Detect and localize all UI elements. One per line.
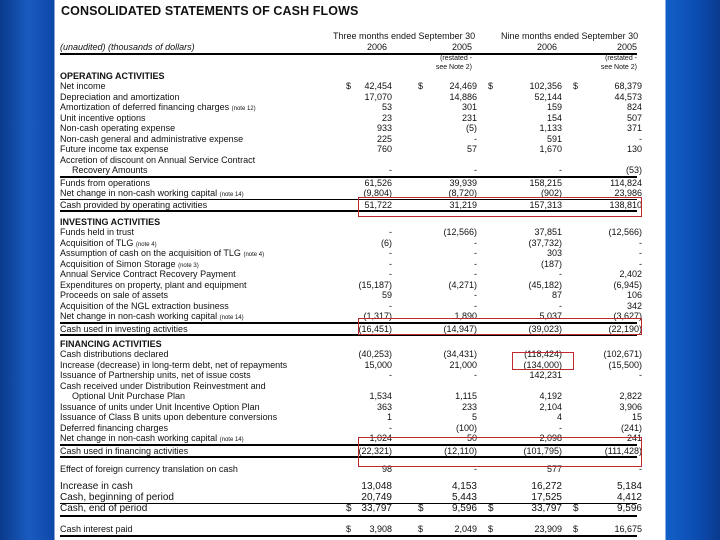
row-label xyxy=(60,92,180,103)
row-value-col-1: - xyxy=(389,248,392,258)
row-value-col-4: - xyxy=(639,258,642,269)
row-value-col-2: - xyxy=(474,165,477,175)
row-label xyxy=(60,412,277,423)
row-value-col-2: (12,566) xyxy=(443,227,477,237)
row-label-text: Issuance of units under Unit Incentive Option Plan xyxy=(60,401,260,412)
restated-note-col-4b: see Note 2) xyxy=(600,64,637,71)
row-value-col-3: 154 xyxy=(546,112,562,123)
row-value-col-4: 342 xyxy=(626,300,642,311)
row-value-col-2: (5) xyxy=(466,123,477,133)
row-value-col-1: 17,070 xyxy=(364,91,392,102)
row-label-text: Net income xyxy=(60,81,106,91)
row-value-col-2: 50 xyxy=(466,433,477,443)
row-value-col-1: (16,451) xyxy=(358,323,392,334)
row-note: (note 3) xyxy=(178,262,199,269)
row-value-col-4: 106 xyxy=(626,290,642,300)
row-label xyxy=(60,144,169,155)
row-label-text: Future income tax expense xyxy=(60,144,169,154)
row-value-col-4: - xyxy=(639,133,642,144)
row-label xyxy=(60,504,147,515)
row-label-text: Cash, end of period xyxy=(60,503,148,514)
table-row xyxy=(60,91,642,103)
row-value-col-1: 23 xyxy=(381,112,392,123)
row-value-col-4: (102,671) xyxy=(603,349,642,359)
row-label xyxy=(60,178,150,189)
row-note: (note 14) xyxy=(219,437,244,443)
row-value-col-2: (12,110) xyxy=(444,445,477,456)
highlight-box-debt-repayment xyxy=(512,352,574,370)
row-label-text: Acquisition of the NGL extraction business xyxy=(60,300,229,311)
row-value-col-2: (14,947) xyxy=(443,323,477,334)
row-value-col-4: 371 xyxy=(626,123,642,133)
row-label-text: Depreciation and amortization xyxy=(60,91,180,102)
row-label xyxy=(60,227,134,238)
row-value-col-1: - xyxy=(389,258,392,269)
row-value-col-3: 4,192 xyxy=(539,391,562,401)
row-label-text: Amortization of deferred financing charges xyxy=(60,102,230,112)
row-value-col-1: 53 xyxy=(381,102,392,112)
row-value-col-1: 1,024 xyxy=(369,433,392,443)
row-label-text: Net change in non-cash working capital xyxy=(60,311,218,321)
row-value-col-2: - xyxy=(474,300,477,311)
row-value-col-1: 3,908 xyxy=(369,524,392,534)
header-rule xyxy=(60,53,637,55)
table-row xyxy=(60,503,642,517)
row-note: (note 14) xyxy=(219,192,244,198)
row-label xyxy=(60,155,255,166)
row-label-text: Expenditures on property, plant and equipment xyxy=(60,279,247,290)
row-value-col-1: 33,797 xyxy=(361,503,392,514)
row-value-col-2: (8,720) xyxy=(448,188,477,198)
row-value-col-3: (134,000) xyxy=(523,359,562,370)
restated-note-col-4a: (restated - xyxy=(605,55,637,62)
row-value-col-2: 2,049 xyxy=(454,524,477,534)
row-value-col-2: (100) xyxy=(455,422,477,433)
row-label xyxy=(60,360,287,371)
row-value-col-1: 13,048 xyxy=(361,481,392,492)
highlight-box-financing-total xyxy=(358,437,642,467)
row-label-text: Unit incentive options xyxy=(60,112,146,123)
row-value-col-2: 14,886 xyxy=(449,91,477,102)
row-label xyxy=(72,165,148,176)
row-value-col-4: 824 xyxy=(626,102,642,112)
row-value-col-2: (4,271) xyxy=(448,279,477,290)
row-label xyxy=(60,402,260,413)
row-label-text: Funds held in trust xyxy=(60,227,135,237)
row-value-col-2: - xyxy=(474,237,477,248)
row-value-col-2: - xyxy=(474,464,477,474)
row-label-text: Acquisition of Simon Storage xyxy=(60,258,176,269)
row-value-col-2: 31,219 xyxy=(449,199,477,210)
row-value-col-3: 33,797 xyxy=(531,503,562,514)
row-value-col-4: 16,675 xyxy=(614,524,642,534)
row-value-col-2: 5 xyxy=(471,412,477,422)
row-value-col-4: 4,412 xyxy=(616,491,642,503)
table-row xyxy=(60,258,642,270)
row-value-col-1: 760 xyxy=(376,144,392,154)
row-label-text: Funds from operations xyxy=(60,177,151,188)
row-value-col-4: 2,822 xyxy=(619,391,642,401)
row-label xyxy=(60,446,188,457)
row-label xyxy=(60,290,168,301)
row-value-col-3: 87 xyxy=(551,290,562,300)
row-label-text: Cash provided by operating activities xyxy=(60,199,208,210)
row-label-text: Cash distributions declared xyxy=(60,349,169,359)
row-value-col-3: 16,272 xyxy=(531,481,562,492)
row-value-col-4: (241) xyxy=(620,422,642,433)
row-value-col-3: 303 xyxy=(546,248,562,258)
row-label xyxy=(60,381,266,392)
investing-heading: INVESTING ACTIVITIES xyxy=(60,217,161,227)
row-value-col-2: 9,596 xyxy=(451,503,477,514)
row-value-col-3: - xyxy=(559,422,562,433)
row-label xyxy=(60,113,146,124)
year-col-2: 2005 xyxy=(451,42,472,52)
table-row xyxy=(60,102,642,113)
table-row xyxy=(60,133,642,145)
dollar-sign: $ xyxy=(573,503,579,514)
nine-months-header: Nine months ended September 30 xyxy=(501,31,639,41)
row-value-col-3: (902) xyxy=(540,188,562,198)
row-value-col-1: 42,454 xyxy=(364,81,392,91)
row-value-col-2: 233 xyxy=(461,401,477,412)
row-label-text: Issuance of Partnership units, net of issue costs xyxy=(60,370,251,380)
row-value-col-3: 52,144 xyxy=(534,91,562,102)
row-value-col-1: (40,253) xyxy=(358,349,392,359)
dollar-sign: $ xyxy=(418,81,424,91)
row-label-text: Cash, beginning of period xyxy=(60,491,174,503)
row-value-col-2: 21,000 xyxy=(449,359,477,370)
row-value-col-4: 2,402 xyxy=(619,269,642,279)
row-label xyxy=(60,370,251,381)
row-label xyxy=(60,524,133,535)
row-value-col-1: 1,534 xyxy=(369,391,392,401)
row-label xyxy=(60,81,106,92)
year-col-3: 2006 xyxy=(536,42,557,52)
row-label xyxy=(60,464,238,475)
row-label-text: Assumption of cash on the acquisition of TLG xyxy=(60,248,241,258)
dollar-sign: $ xyxy=(346,524,352,534)
row-label xyxy=(60,324,188,335)
row-value-col-2: 57 xyxy=(466,144,477,154)
row-value-col-4: 68,379 xyxy=(614,81,642,91)
row-label xyxy=(60,123,175,134)
row-label-text: Net change in non-cash working capital xyxy=(60,188,218,198)
cash-summary-section xyxy=(60,481,642,517)
row-value-col-1: (15,187) xyxy=(358,279,392,290)
row-value-col-1: (1,317) xyxy=(363,311,392,321)
cash-summary-rows xyxy=(60,481,642,517)
row-label xyxy=(72,391,185,402)
row-label-text: Increase in cash xyxy=(60,481,133,492)
row-label xyxy=(60,269,236,280)
table-row xyxy=(60,155,637,166)
table-row xyxy=(60,370,642,381)
row-value-col-1: (6) xyxy=(381,237,392,248)
row-value-col-3: 158,215 xyxy=(529,177,562,188)
row-value-col-1: 20,749 xyxy=(361,491,392,503)
row-label xyxy=(60,200,207,211)
year-col-1: 2006 xyxy=(366,42,387,52)
row-label-text: Effect of foreign currency translation on cash xyxy=(60,464,238,474)
row-value-col-1: (22,321) xyxy=(358,445,392,456)
units-note: (unaudited) (thousands of dollars) xyxy=(60,42,195,52)
year-col-4: 2005 xyxy=(616,42,637,52)
row-value-col-3: 159 xyxy=(546,102,562,112)
table-row xyxy=(60,237,642,249)
row-label-text: Cash interest paid xyxy=(60,524,133,534)
row-label-text: Issuance of Class B units upon debenture conversions xyxy=(60,412,278,422)
highlight-box-investing-total xyxy=(358,318,642,335)
row-value-col-2: 1,890 xyxy=(454,311,477,321)
row-value-col-3: 102,356 xyxy=(529,81,562,91)
row-note: (note 14) xyxy=(219,315,244,321)
row-label-text: Recovery Amounts xyxy=(72,165,148,175)
row-value-col-1: 51,722 xyxy=(364,199,392,210)
row-value-col-2: 231 xyxy=(461,112,477,123)
row-value-col-3: (39,023) xyxy=(528,323,562,334)
row-value-col-1: 15,000 xyxy=(364,359,392,370)
row-label-text: Net change in non-cash working capital xyxy=(60,433,218,443)
row-value-col-1: 59 xyxy=(381,290,392,300)
table-row xyxy=(60,248,642,259)
row-value-col-4: - xyxy=(639,464,642,474)
row-note: (note 4) xyxy=(135,241,157,248)
operating-activities-section xyxy=(60,71,642,212)
row-value-col-1: 225 xyxy=(376,133,392,144)
row-value-col-3: 2,098 xyxy=(539,433,562,443)
row-value-col-3: 17,525 xyxy=(531,491,562,503)
row-label xyxy=(60,423,168,434)
row-value-col-4: 3,906 xyxy=(619,401,642,412)
row-value-col-3: 577 xyxy=(546,464,562,474)
row-label-text: Optional Unit Purchase Plan xyxy=(72,391,186,401)
row-value-col-4: 9,596 xyxy=(616,503,642,514)
row-value-col-2: 39,939 xyxy=(449,177,477,188)
row-value-col-2: - xyxy=(474,370,477,380)
row-label-text: Proceeds on sale of assets xyxy=(60,290,169,300)
row-label-text: Deferred financing charges xyxy=(60,422,169,433)
row-label-text: Non-cash general and administrative expense xyxy=(60,133,244,144)
table-row xyxy=(60,269,642,280)
row-value-col-4: (3,627) xyxy=(613,311,642,321)
table-row xyxy=(60,422,642,434)
row-value-col-4: - xyxy=(639,248,642,258)
statement-title: CONSOLIDATED STATEMENTS OF CASH FLOWS xyxy=(61,4,359,18)
row-note: (note 12) xyxy=(231,106,256,112)
row-label-text: Cash received under Distribution Reinvestment and xyxy=(60,380,266,391)
row-value-col-1: - xyxy=(389,269,392,279)
table-row xyxy=(60,391,642,402)
row-value-col-3: (37,732) xyxy=(528,237,562,248)
row-value-col-2: - xyxy=(474,133,477,144)
row-value-col-4: 15 xyxy=(631,412,642,422)
row-value-col-3: (187) xyxy=(540,258,562,269)
table-row xyxy=(60,123,642,134)
table-row xyxy=(60,112,642,124)
row-value-col-4: (15,500) xyxy=(608,359,642,370)
financing-heading: FINANCING ACTIVITIES xyxy=(60,339,162,349)
row-value-col-3: (101,795) xyxy=(523,445,562,456)
dollar-sign: $ xyxy=(573,524,579,534)
row-value-col-4: - xyxy=(639,237,642,248)
table-row xyxy=(60,144,642,155)
row-value-col-2: 24,469 xyxy=(449,81,477,91)
row-value-col-2: - xyxy=(474,269,477,279)
row-value-col-2: 4,153 xyxy=(451,481,477,492)
table-row xyxy=(60,227,642,238)
row-value-col-3: (45,182) xyxy=(528,279,562,290)
dollar-sign: $ xyxy=(418,503,424,514)
dollar-sign: $ xyxy=(488,524,494,534)
row-value-col-3: 2,104 xyxy=(539,401,562,412)
row-value-col-1: - xyxy=(389,422,392,433)
row-value-col-2: - xyxy=(474,258,477,269)
row-value-col-2: - xyxy=(474,248,477,258)
row-value-col-2: 301 xyxy=(461,102,477,112)
row-value-col-3: 37,851 xyxy=(534,227,562,237)
table-row xyxy=(60,381,637,392)
row-value-col-3: 591 xyxy=(546,133,562,144)
row-value-col-4: 130 xyxy=(626,144,642,154)
row-value-col-3: 1,670 xyxy=(539,144,562,154)
row-value-col-3: - xyxy=(559,165,562,175)
table-row xyxy=(60,524,642,537)
row-value-col-4: (6,945) xyxy=(613,279,642,290)
row-value-col-4: - xyxy=(639,370,642,380)
dollar-sign: $ xyxy=(573,81,579,91)
row-value-col-3: 157,313 xyxy=(529,199,562,210)
row-value-col-4: 138,810 xyxy=(609,199,642,210)
row-label-text: Increase (decrease) in long-term debt, net of repayments xyxy=(60,359,288,370)
row-value-col-2: 5,443 xyxy=(451,491,477,503)
table-row xyxy=(60,401,642,413)
row-label-text: Annual Service Contract Recovery Payment xyxy=(60,269,236,279)
row-label xyxy=(60,493,174,504)
row-value-col-1: 98 xyxy=(381,464,392,474)
row-value-col-2: (34,431) xyxy=(443,349,477,359)
dollar-sign: $ xyxy=(346,503,352,514)
row-label xyxy=(60,349,169,360)
row-value-col-1: (9,804) xyxy=(363,188,392,198)
row-value-col-4: 44,573 xyxy=(614,91,642,102)
row-value-col-4: (12,566) xyxy=(608,227,642,237)
row-value-col-4: (22,190) xyxy=(608,323,642,334)
row-value-col-1: - xyxy=(389,227,392,237)
row-value-col-4: 23,986 xyxy=(614,188,642,198)
dollar-sign: $ xyxy=(346,81,352,91)
interest-rows xyxy=(60,524,642,537)
row-value-col-4: 5,184 xyxy=(616,481,642,492)
restated-note-col-2b: see Note 2) xyxy=(435,64,472,71)
row-label-text: Cash used in investing activities xyxy=(60,323,188,334)
row-label xyxy=(60,280,246,291)
operating-heading: OPERATING ACTIVITIES xyxy=(60,71,165,81)
table-row xyxy=(60,165,642,176)
dollar-sign: $ xyxy=(488,81,494,91)
table-row xyxy=(60,81,642,92)
row-label-text: Non-cash operating expense xyxy=(60,123,176,133)
row-value-col-1: - xyxy=(389,300,392,311)
row-label-text: Cash used in financing activities xyxy=(60,445,189,456)
restated-note-col-2a: (restated - xyxy=(440,55,472,62)
table-row xyxy=(60,279,642,291)
row-label-text: Accretion of discount on Annual Service Contract xyxy=(60,154,256,165)
highlight-box-operating-total xyxy=(358,197,642,217)
row-value-col-1: 933 xyxy=(376,123,392,133)
row-value-col-1: 1 xyxy=(386,412,392,422)
three-months-header: Three months ended September 30 xyxy=(333,31,476,41)
row-value-col-4: (111,428) xyxy=(604,445,642,456)
row-value-col-4: 241 xyxy=(626,433,642,443)
dollar-sign: $ xyxy=(488,503,494,514)
row-value-col-3: (118,424) xyxy=(524,349,562,359)
row-value-col-4: (53) xyxy=(625,165,642,175)
row-value-col-2: 1,115 xyxy=(455,391,477,401)
table-row xyxy=(60,300,642,312)
row-value-col-4: 114,824 xyxy=(610,177,642,188)
row-value-col-3: 23,909 xyxy=(534,524,562,534)
table-row xyxy=(60,290,642,301)
row-value-col-3: 142,231 xyxy=(529,370,562,380)
row-label-text: Acquisition of TLG xyxy=(60,237,134,248)
row-value-col-1: - xyxy=(389,165,392,175)
row-value-col-1: - xyxy=(389,370,392,380)
row-label xyxy=(60,301,229,312)
row-value-col-3: 5,037 xyxy=(539,311,562,321)
row-value-col-1: 363 xyxy=(376,401,392,412)
row-value-col-3: 4 xyxy=(556,412,562,422)
row-value-col-3: - xyxy=(559,300,562,311)
interest-section xyxy=(60,524,642,537)
row-label xyxy=(60,134,243,145)
table-row xyxy=(60,176,642,189)
row-value-col-4: 507 xyxy=(626,112,642,123)
table-row xyxy=(60,412,642,423)
row-value-col-3: 1,133 xyxy=(539,123,562,133)
operating-rows xyxy=(60,81,642,212)
row-value-col-2: - xyxy=(474,290,477,300)
row-value-col-1: 61,526 xyxy=(364,177,392,188)
dollar-sign: $ xyxy=(418,524,424,534)
row-value-col-3: - xyxy=(559,269,562,279)
row-note: (note 4) xyxy=(243,252,265,258)
